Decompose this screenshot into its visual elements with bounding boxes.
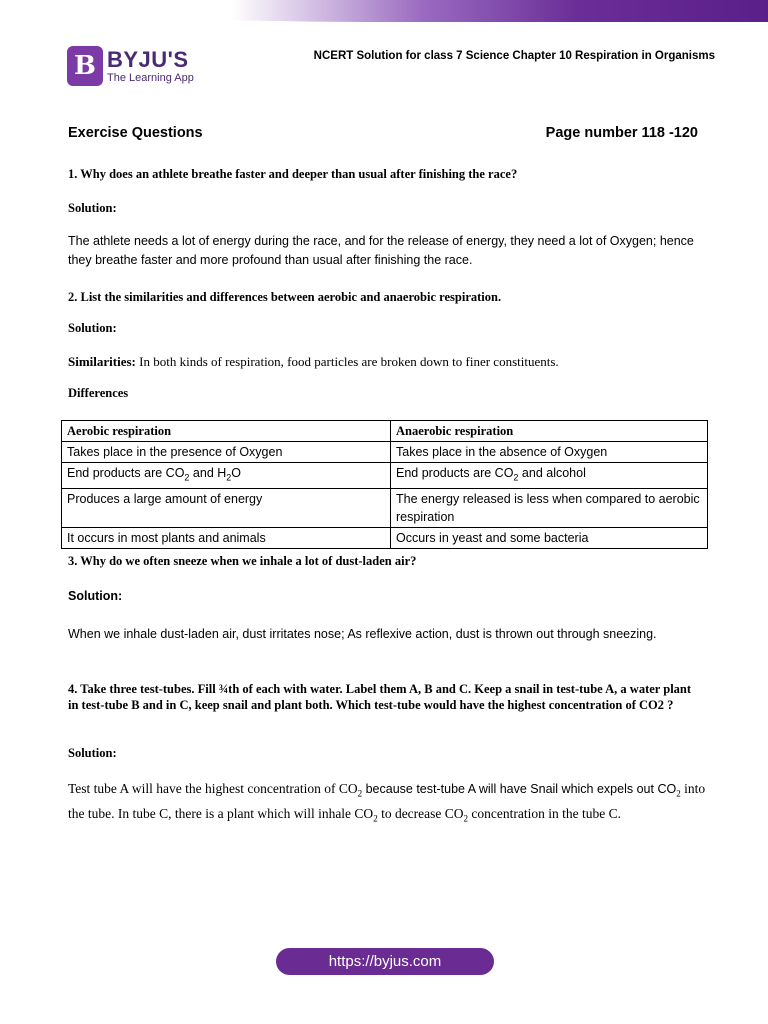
question-3: 3. Why do we often sneeze when we inhale a lot of dust-laden air? xyxy=(68,554,417,568)
answer-3: When we inhale dust-laden air, dust irritates nose; As reflexive action, dust is thrown out through sneezing. xyxy=(68,627,657,641)
table-cell: Takes place in the presence of Oxygen xyxy=(62,442,391,463)
question-1: 1. Why does an athlete breathe faster and deeper than usual after finishing the race? xyxy=(68,167,518,181)
table-header-aerobic: Aerobic respiration xyxy=(62,421,391,442)
table-cell: Produces a large amount of energy xyxy=(62,488,391,527)
question-2: 2. List the similarities and differences between aerobic and anaerobic respiration. xyxy=(68,290,502,304)
document-title: NCERT Solution for class 7 Science Chapter 10 Respiration in Organisms xyxy=(313,50,715,62)
similarities xyxy=(68,352,698,371)
similarities-label: Similarities: xyxy=(68,354,136,369)
table-header-anaerobic: Anaerobic respiration xyxy=(391,421,708,442)
page-number: Page number 118 -120 xyxy=(545,125,698,141)
top-decorative-band xyxy=(0,0,768,22)
similarities-text: In both kinds of respiration, food particles are broken down to finer constituents. xyxy=(135,354,559,369)
question-4: 4. Take three test-tubes. Fill ¾th of each with water. Label them A, B and C. Keep a snail in test-tube A, a water plant in test-tube B and in C, keep snail and plant both. Which test-tube would have the highest concentration of CO2 ? xyxy=(68,682,692,712)
solution-label-1: Solution: xyxy=(68,201,117,215)
solution-label-4: Solution: xyxy=(68,746,117,760)
differences-table xyxy=(61,420,708,549)
table-header-row xyxy=(62,421,708,442)
logo-name: BYJU'S xyxy=(107,46,189,72)
logo-badge: B xyxy=(67,46,103,86)
table-cell: It occurs in most plants and animals xyxy=(62,527,391,548)
table-cell: Takes place in the absence of Oxygen xyxy=(391,442,708,463)
answer-1: The athlete needs a lot of energy during the race, and for the release of energy, they need a lot of Oxygen; hence they breathe faster and more profound than usual after finishing the race. xyxy=(68,234,694,267)
table-row xyxy=(62,527,708,548)
table-row xyxy=(62,463,708,489)
table-cell: Occurs in yeast and some bacteria xyxy=(391,527,708,548)
table-row xyxy=(62,442,708,463)
logo-tagline: The Learning App xyxy=(107,71,194,84)
table-cell: End products are $CO_2$ and alcohol xyxy=(391,463,708,489)
table-cell: End products are $CO_2$ and $H_2O$ xyxy=(62,463,391,489)
table-cell: The energy released is less when compared to aerobic respiration xyxy=(391,488,708,527)
table-row xyxy=(62,488,708,527)
footer-url-link[interactable]: https://byjus.com xyxy=(276,948,494,975)
solution-label-2: Solution: xyxy=(68,321,117,335)
solution-label-3: Solution: xyxy=(68,589,123,603)
section-title: Exercise Questions xyxy=(68,125,203,141)
differences-label: Differences xyxy=(68,386,129,400)
byjus-logo xyxy=(67,44,194,88)
answer-4: Test tube A will have the highest concentration of $CO_2$ because test-tube A will have Snail which expels out $CO_2$ into the tube. In tube C, there is a plant which will inhale $CO_2$ to decrease $CO_2$ concentration in the tube C. xyxy=(68,781,706,824)
